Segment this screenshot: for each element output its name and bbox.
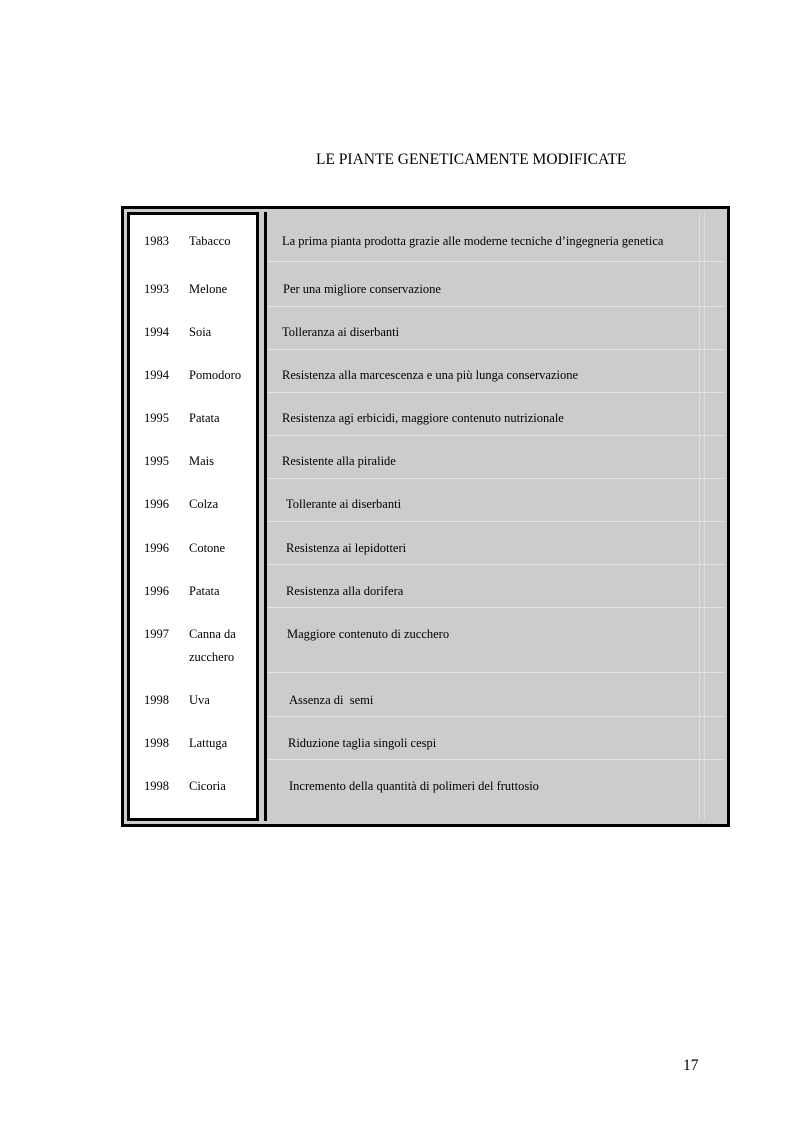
page-title: LE PIANTE GENETICAMENTE MODIFICATE — [316, 151, 627, 168]
description-cell: Resistenza alla marcescenza e una più lunga conservazione — [282, 368, 579, 382]
plant-cell: Patata — [189, 411, 220, 425]
year-cell: 1994 — [144, 368, 169, 382]
gm-plants-table — [121, 206, 730, 827]
year-plant-column-panel — [127, 212, 259, 821]
row-divider — [267, 478, 724, 479]
row-divider — [267, 435, 724, 436]
description-cell: Resistenza alla dorifera — [286, 584, 404, 598]
year-cell: 1993 — [144, 282, 169, 296]
row-divider — [267, 392, 724, 393]
column-rule — [704, 212, 705, 821]
description-cell: Riduzione taglia singoli cespi — [288, 736, 437, 750]
year-cell: 1994 — [144, 325, 169, 339]
description-cell: Incremento della quantità di polimeri del fruttosio — [289, 779, 539, 793]
page-number: 17 — [683, 1057, 699, 1074]
row-divider — [267, 261, 724, 262]
year-cell: 1983 — [144, 234, 169, 248]
year-cell: 1995 — [144, 454, 169, 468]
row-divider — [267, 564, 724, 565]
column-rule — [699, 212, 700, 821]
description-column-panel — [264, 212, 724, 821]
row-divider — [267, 607, 724, 608]
year-cell: 1996 — [144, 541, 169, 555]
row-divider — [267, 521, 724, 522]
year-cell: 1998 — [144, 779, 169, 793]
description-cell: Resistente alla piralide — [282, 454, 396, 468]
row-divider — [267, 716, 724, 717]
row-divider — [267, 349, 724, 350]
description-cell: Per una migliore conservazione — [283, 282, 441, 296]
description-cell: Maggiore contenuto di zucchero — [287, 627, 450, 641]
year-cell: 1998 — [144, 693, 169, 707]
row-divider — [267, 672, 724, 673]
plant-cell: Lattuga — [189, 736, 228, 750]
plant-cell: Mais — [189, 454, 214, 468]
plant-cell: Melone — [189, 282, 228, 296]
row-divider — [267, 306, 724, 307]
description-cell: Tollerante ai diserbanti — [286, 497, 402, 511]
year-cell: 1995 — [144, 411, 169, 425]
year-cell: 1996 — [144, 584, 169, 598]
year-cell: 1998 — [144, 736, 169, 750]
year-cell: 1997 — [144, 627, 169, 641]
plant-cell: Colza — [189, 497, 219, 511]
description-cell: Tolleranza ai diserbanti — [282, 325, 400, 339]
year-cell: 1996 — [144, 497, 169, 511]
description-cell: La prima pianta prodotta grazie alle moderne tecniche d’ingegneria genetica — [282, 234, 664, 248]
plant-cell: Soia — [189, 325, 212, 339]
description-cell: Resistenza agi erbicidi, maggiore contenuto nutrizionale — [282, 411, 564, 425]
description-cell: Resistenza ai lepidotteri — [286, 541, 407, 555]
row-divider — [267, 759, 724, 760]
plant-cell: Patata — [189, 584, 220, 598]
plant-cell: Canna da zucchero — [189, 627, 236, 664]
plant-cell: Tabacco — [189, 234, 231, 248]
plant-cell: Pomodoro — [189, 368, 242, 382]
plant-cell: Cotone — [189, 541, 226, 555]
plant-cell: Cicoria — [189, 779, 226, 793]
description-cell: Assenza di semi — [289, 693, 374, 707]
plant-cell: Uva — [189, 693, 210, 707]
